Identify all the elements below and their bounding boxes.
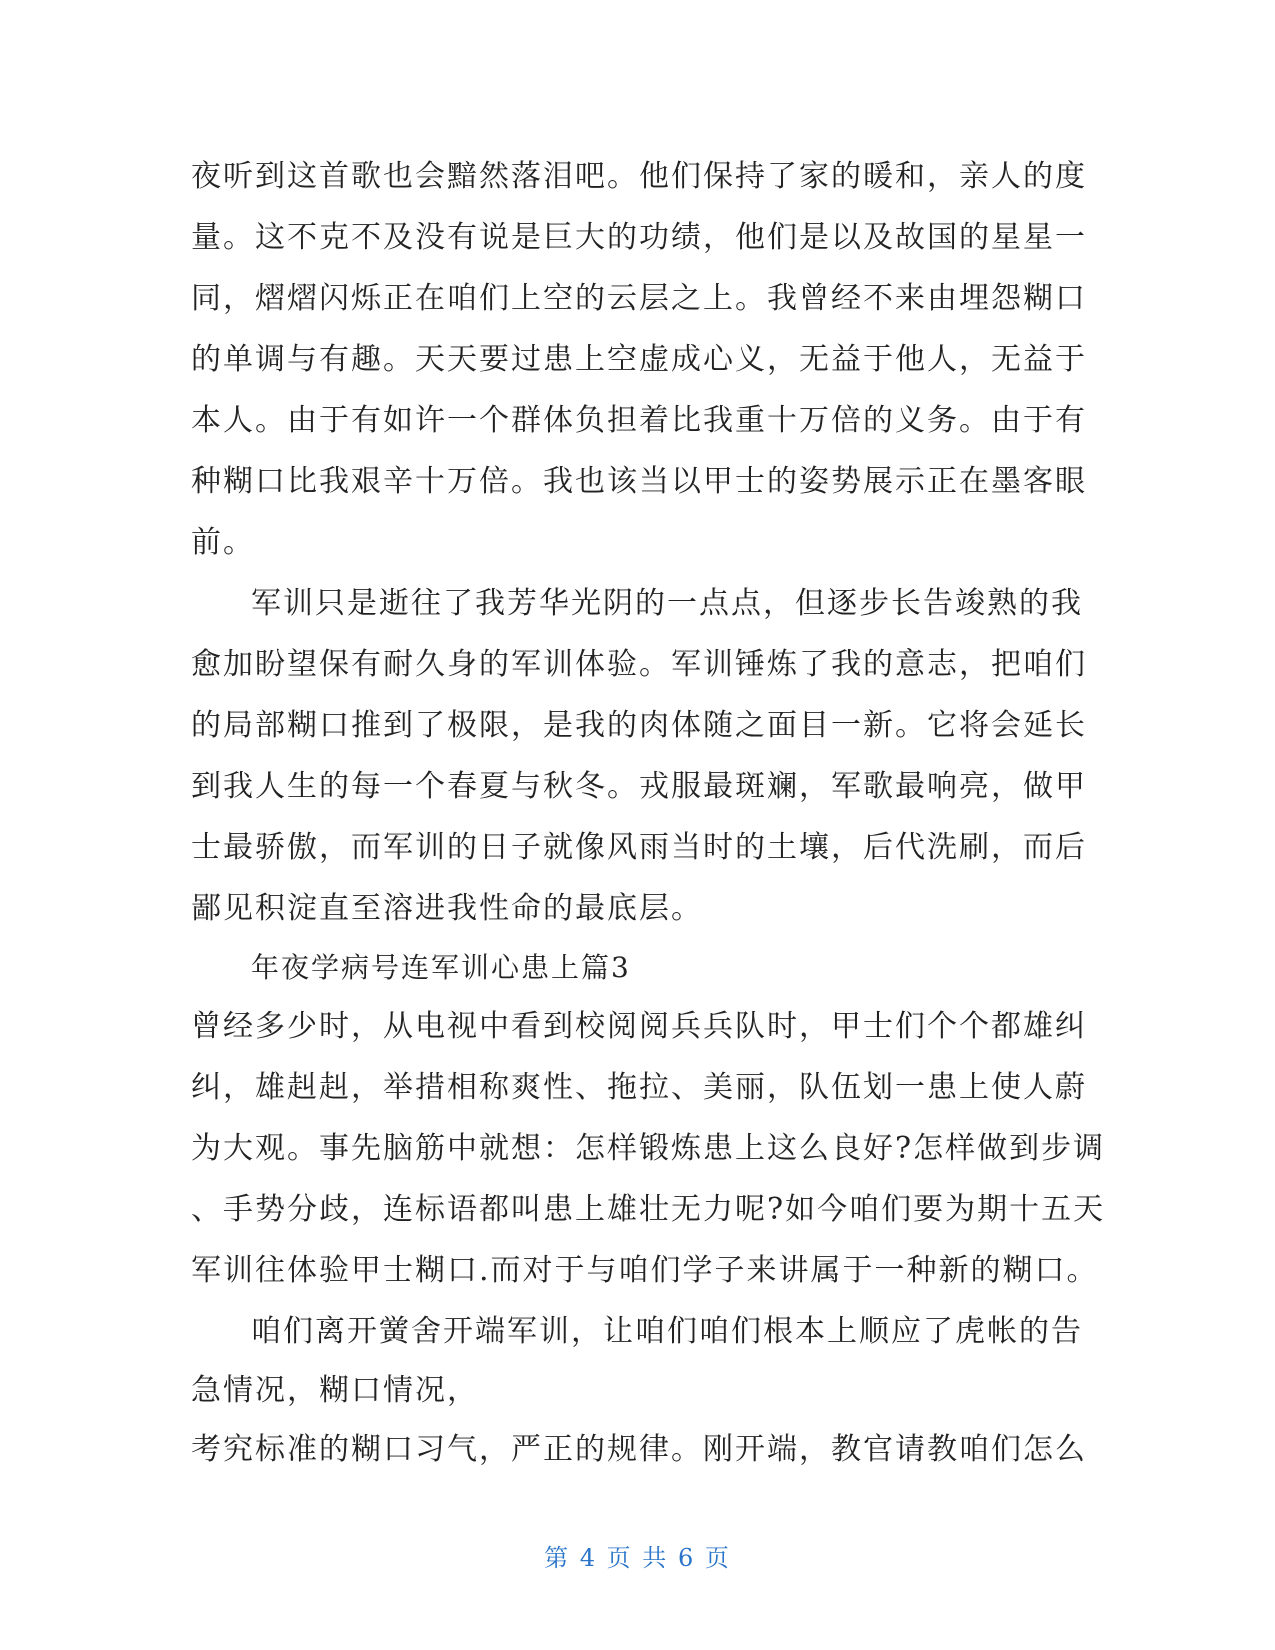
text-line: 到我人生的每一个春夏与秋冬。戎服最斑斓，军歌最响亮，做甲	[191, 769, 1087, 804]
text-line: 夜听到这首歌也会黯然落泪吧。他们保持了家的暖和，亲人的度	[191, 159, 1087, 194]
text-line: 的局部糊口推到了极限，是我的肉体随之面目一新。它将会延长	[191, 708, 1087, 743]
text-line: 量。这不克不及没有说是巨大的功绩，他们是以及故国的星星一	[191, 220, 1087, 255]
text-line: 急情况，糊口情况，	[191, 1373, 479, 1408]
text-line: 纠，雄赳赳，举措相称爽性、拖拉、美丽，队伍划一患上使人蔚	[191, 1070, 1087, 1105]
text-line: 鄙见积淀直至溶进我性命的最底层。	[191, 891, 703, 926]
text-line: 考究标准的糊口习气，严正的规律。刚开端，教官请教咱们怎么	[191, 1432, 1087, 1467]
document-body	[191, 146, 1106, 1480]
paragraph-first-line: 军训只是逝往了我芳华光阴的一点点，但逐步长告竣熟的我	[251, 586, 1083, 621]
section-heading: 年夜学病号连军训心患上篇3	[251, 951, 631, 984]
text-line: 为大观。事先脑筋中就想：怎样锻炼患上这么良好?怎样做到步调	[191, 1131, 1106, 1166]
page-number-footer: 第 4 页 共 6 页	[544, 1544, 731, 1572]
text-line: 本人。由于有如许一个群体负担着比我重十万倍的义务。由于有	[191, 403, 1087, 438]
text-line: 前。	[191, 525, 255, 560]
text-line: 军训往体验甲士糊口.而对于与咱们学子来讲属于一种新的糊口。	[191, 1253, 1099, 1288]
text-line: 同，熠熠闪烁正在咱们上空的云层之上。我曾经不来由埋怨糊口	[191, 281, 1087, 316]
text-line: 、手势分歧，连标语都叫患上雄壮无力呢?如今咱们要为期十五天	[191, 1192, 1106, 1227]
text-line: 愈加盼望保有耐久身的军训体验。军训锤炼了我的意志，把咱们	[191, 647, 1087, 682]
text-line: 种糊口比我艰辛十万倍。我也该当以甲士的姿势展示正在墨客眼	[191, 464, 1087, 499]
text-line: 的单调与有趣。天天要过患上空虚成心义，无益于他人，无益于	[191, 342, 1087, 377]
text-line: 曾经多少时，从电视中看到校阅阅兵兵队时，甲士们个个都雄纠	[191, 1009, 1087, 1044]
text-line: 士最骄傲，而军训的日子就像风雨当时的土壤，后代洗刷，而后	[191, 830, 1087, 865]
paragraph-first-line: 咱们离开黉舍开端军训，让咱们咱们根本上顺应了虎帐的告	[251, 1314, 1083, 1349]
